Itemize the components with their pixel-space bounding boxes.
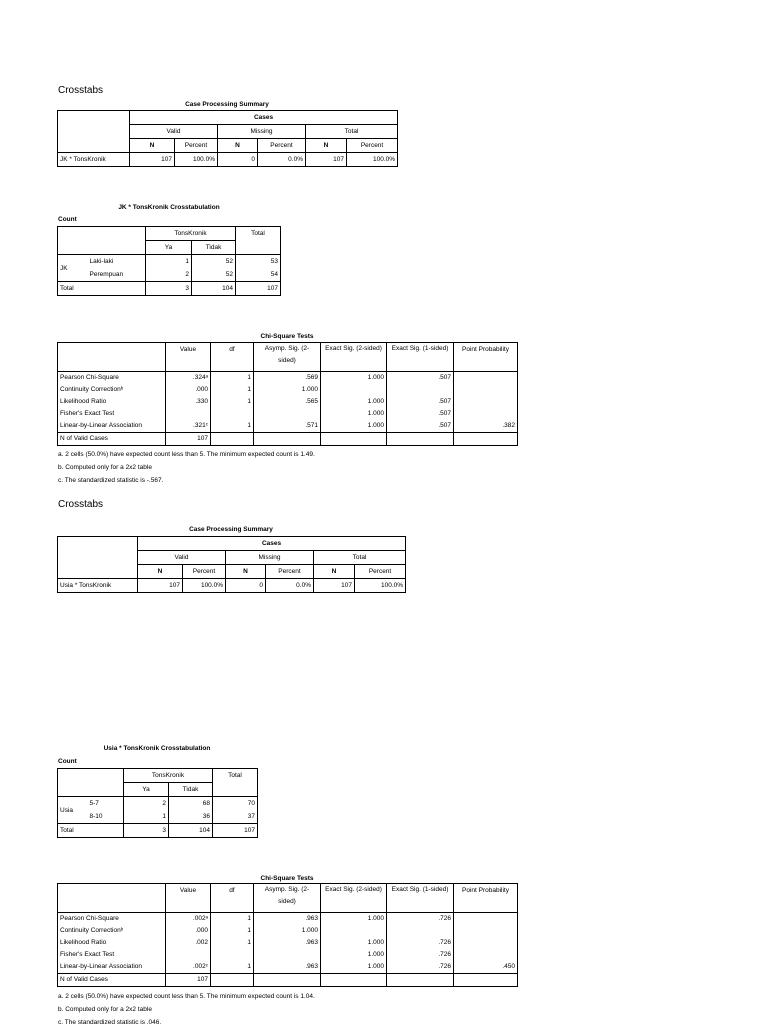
row-label: Perempuan — [88, 268, 146, 282]
table-cell: .507 — [387, 420, 454, 433]
corner-cell — [58, 537, 138, 579]
table-cell: 104 — [192, 282, 236, 296]
col-group-header: TonsKronik — [146, 227, 236, 241]
case-summary-title: Case Processing Summary — [185, 101, 269, 108]
table-cell — [211, 974, 254, 987]
var-label: Usia — [58, 797, 88, 824]
table-cell — [321, 433, 387, 446]
corner-cell — [58, 884, 166, 913]
col-header: Exact Sig. (1-sided) — [387, 343, 454, 372]
var-label: JK — [58, 255, 88, 282]
table-cell — [321, 925, 387, 937]
table-cell: 37 — [213, 810, 258, 824]
table-cell: 1.000 — [321, 961, 387, 974]
table-cell — [387, 433, 454, 446]
table-cell — [211, 408, 254, 420]
table-cell: 100.0% — [175, 153, 218, 167]
table-cell: 1 — [211, 384, 254, 396]
table-cell: 100.0% — [355, 579, 406, 593]
table-cell: 0.0% — [258, 153, 306, 167]
sub-header: N — [130, 139, 175, 153]
sub-header: N — [218, 139, 258, 153]
group-header: Valid — [130, 125, 218, 139]
sub-header: Percent — [258, 139, 306, 153]
sub-header: N — [306, 139, 347, 153]
col-header: df — [211, 884, 254, 913]
case-summary-table — [57, 110, 398, 167]
table-cell: .507 — [387, 396, 454, 408]
footnote-a: a. 2 cells (50.0%) have expected count less than 5. The minimum expected count is 1.04. — [58, 993, 315, 1000]
table-cell — [387, 925, 454, 937]
table-cell — [321, 384, 387, 396]
table-cell: 100.0% — [347, 153, 398, 167]
table-row — [58, 420, 518, 433]
table-cell: 107 — [306, 153, 347, 167]
table-cell — [387, 384, 454, 396]
table-cell: 1.000 — [321, 408, 387, 420]
table-cell: 107 — [130, 153, 175, 167]
group-header: Valid — [138, 551, 226, 565]
table-row — [58, 797, 258, 811]
row-label: Continuity Correctionᵇ — [58, 384, 166, 396]
table-cell: .569 — [254, 372, 321, 385]
row-label: Fisher's Exact Test — [58, 949, 166, 961]
table-row — [58, 153, 398, 167]
table-cell: 2 — [124, 797, 169, 811]
row-label: N of Valid Cases — [58, 974, 166, 987]
table-cell: 1 — [124, 810, 169, 824]
table-cell: 100.0% — [183, 579, 226, 593]
footnote-c: c. The standardized statistic is .046. — [58, 1019, 162, 1026]
row-label: Fisher's Exact Test — [58, 408, 166, 420]
table-cell: 3 — [146, 282, 192, 296]
col-header: Asymp. Sig. (2-sided) — [254, 343, 321, 372]
table-cell: 0 — [226, 579, 266, 593]
table-cell: 36 — [169, 810, 213, 824]
table-cell: .963 — [254, 937, 321, 949]
table-cell: .963 — [254, 961, 321, 974]
table-row — [58, 372, 518, 385]
group-header: Missing — [218, 125, 306, 139]
section-heading: Crosstabs — [58, 499, 104, 510]
table-cell: 1.000 — [321, 420, 387, 433]
chisq-table — [57, 883, 518, 987]
table-cell — [321, 974, 387, 987]
table-cell — [254, 433, 321, 446]
col-header: Exact Sig. (2-sided) — [321, 343, 387, 372]
table-row — [58, 384, 518, 396]
col-header: df — [211, 343, 254, 372]
table-cell: .330 — [166, 396, 211, 408]
sub-header: Percent — [347, 139, 398, 153]
table-row — [58, 913, 518, 926]
footnote-a: a. 2 cells (50.0%) have expected count less than 5. The minimum expected count is 1.49. — [58, 451, 315, 458]
chisq-title: Chi-Square Tests — [260, 875, 314, 882]
col-header: Exact Sig. (2-sided) — [321, 884, 387, 913]
corner-cell — [58, 769, 124, 797]
table-cell — [166, 408, 211, 420]
table-cell: 107 — [314, 579, 355, 593]
table-cell: 1 — [211, 925, 254, 937]
table-cell: 1.000 — [321, 937, 387, 949]
table-cell: .726 — [387, 913, 454, 926]
row-label: Continuity Correctionᵇ — [58, 925, 166, 937]
table-cell — [254, 949, 321, 961]
table-row — [58, 396, 518, 408]
col-header: Tidak — [169, 783, 213, 797]
row-label: 8-10 — [88, 810, 124, 824]
table-cell: 107 — [166, 974, 211, 987]
footnote-b: b. Computed only for a 2x2 table — [58, 1006, 152, 1013]
row-label: Pearson Chi-Square — [58, 913, 166, 926]
table-cell: .507 — [387, 372, 454, 385]
table-row — [58, 937, 518, 949]
row-label: JK * TonsKronik — [58, 153, 130, 167]
row-label: Pearson Chi-Square — [58, 372, 166, 385]
table-cell: 54 — [236, 268, 281, 282]
row-label: Likelihood Ratio — [58, 937, 166, 949]
cases-header: Cases — [130, 111, 398, 125]
table-cell: 1 — [211, 372, 254, 385]
col-header: Value — [166, 343, 211, 372]
table-cell — [454, 937, 518, 949]
col-header: Ya — [124, 783, 169, 797]
table-cell: .382 — [454, 420, 518, 433]
table-cell: 1 — [211, 913, 254, 926]
table-cell — [166, 949, 211, 961]
table-cell: .450 — [454, 961, 518, 974]
crosstab-table — [57, 226, 281, 296]
row-label: N of Valid Cases — [58, 433, 166, 446]
crosstab-title: Usia * TonsKronik Crosstabulation — [103, 745, 211, 752]
row-label: 5-7 — [88, 797, 124, 811]
col-group-header: TonsKronik — [124, 769, 213, 783]
table-cell: 1 — [211, 396, 254, 408]
table-cell: 1.000 — [254, 925, 321, 937]
total-header: Total — [213, 769, 258, 797]
total-header: Total — [236, 227, 281, 255]
table-cell: .002ᵃ — [166, 913, 211, 926]
sub-header: Percent — [175, 139, 218, 153]
table-row — [58, 949, 518, 961]
table-cell — [254, 408, 321, 420]
sub-header: Percent — [266, 565, 314, 579]
crosstab-table — [57, 768, 258, 838]
table-cell — [254, 974, 321, 987]
table-row — [58, 961, 518, 974]
table-cell: .963 — [254, 913, 321, 926]
table-row — [58, 268, 281, 282]
table-cell — [211, 949, 254, 961]
table-cell: 1.000 — [321, 949, 387, 961]
row-label: Linear-by-Linear Association — [58, 961, 166, 974]
table-cell: .507 — [387, 408, 454, 420]
case-summary-table — [57, 536, 406, 593]
total-row — [58, 824, 258, 838]
table-cell: 104 — [169, 824, 213, 838]
cases-header: Cases — [138, 537, 406, 551]
table-cell — [454, 372, 518, 385]
table-cell: .002ᶜ — [166, 961, 211, 974]
chisq-table — [57, 342, 518, 446]
case-summary-title: Case Processing Summary — [189, 526, 273, 533]
table-cell: 107 — [213, 824, 258, 838]
col-header: Asymp. Sig. (2-sided) — [254, 884, 321, 913]
sub-header: N — [314, 565, 355, 579]
table-cell: 1.000 — [321, 372, 387, 385]
table-cell: 52 — [192, 268, 236, 282]
col-header: Ya — [146, 241, 192, 255]
table-row — [58, 974, 518, 987]
row-label: Total — [58, 824, 124, 838]
table-row — [58, 579, 406, 593]
row-label: Linear-by-Linear Association — [58, 420, 166, 433]
row-label: Usia * TonsKronik — [58, 579, 138, 593]
table-cell: 1.000 — [321, 396, 387, 408]
col-header: Tidak — [192, 241, 236, 255]
table-cell: 1.000 — [254, 384, 321, 396]
table-cell: .321ᶜ — [166, 420, 211, 433]
table-cell: 0.0% — [266, 579, 314, 593]
corner-cell — [58, 343, 166, 372]
col-header: Value — [166, 884, 211, 913]
table-cell — [387, 974, 454, 987]
table-cell: .324ᵃ — [166, 372, 211, 385]
section-heading: Crosstabs — [58, 85, 104, 96]
table-cell — [454, 913, 518, 926]
table-cell: .000 — [166, 384, 211, 396]
table-cell: 68 — [169, 797, 213, 811]
table-cell: .726 — [387, 949, 454, 961]
table-cell — [454, 396, 518, 408]
sub-header: N — [226, 565, 266, 579]
table-cell: 1 — [146, 255, 192, 269]
table-cell: .000 — [166, 925, 211, 937]
table-cell: 107 — [236, 282, 281, 296]
count-label: Count — [58, 758, 77, 765]
table-cell: .726 — [387, 961, 454, 974]
table-cell — [454, 974, 518, 987]
table-cell: 70 — [213, 797, 258, 811]
table-cell: .726 — [387, 937, 454, 949]
table-cell: .002 — [166, 937, 211, 949]
row-label: Likelihood Ratio — [58, 396, 166, 408]
crosstab-title: JK * TonsKronik Crosstabulation — [118, 204, 220, 211]
row-label: Laki-laki — [88, 255, 146, 269]
total-row — [58, 282, 281, 296]
corner-cell — [58, 227, 146, 255]
table-row — [58, 408, 518, 420]
table-cell: 0 — [218, 153, 258, 167]
col-header: Point Probability — [454, 884, 518, 913]
corner-cell — [58, 111, 130, 153]
table-cell: 107 — [138, 579, 183, 593]
table-cell — [454, 949, 518, 961]
col-header: Point Probability — [454, 343, 518, 372]
table-cell: 1 — [211, 937, 254, 949]
footnote-c: c. The standardized statistic is -.567. — [58, 477, 164, 484]
table-cell: 2 — [146, 268, 192, 282]
table-cell — [454, 925, 518, 937]
table-cell — [454, 384, 518, 396]
chisq-title: Chi-Square Tests — [260, 333, 314, 340]
table-row — [58, 255, 281, 269]
table-row — [58, 925, 518, 937]
table-cell: 53 — [236, 255, 281, 269]
table-cell: .565 — [254, 396, 321, 408]
sub-header: Percent — [183, 565, 226, 579]
table-cell: .571 — [254, 420, 321, 433]
table-cell: 1 — [211, 420, 254, 433]
group-header: Missing — [226, 551, 314, 565]
table-cell: 1 — [211, 961, 254, 974]
sub-header: Percent — [355, 565, 406, 579]
table-cell — [454, 408, 518, 420]
table-row — [58, 810, 258, 824]
group-header: Total — [306, 125, 398, 139]
table-cell: 52 — [192, 255, 236, 269]
table-cell: 107 — [166, 433, 211, 446]
group-header: Total — [314, 551, 406, 565]
table-cell — [211, 433, 254, 446]
count-label: Count — [58, 216, 77, 223]
table-row — [58, 433, 518, 446]
table-cell: 1.000 — [321, 913, 387, 926]
row-label: Total — [58, 282, 146, 296]
sub-header: N — [138, 565, 183, 579]
col-header: Exact Sig. (1-sided) — [387, 884, 454, 913]
table-cell: 3 — [124, 824, 169, 838]
footnote-b: b. Computed only for a 2x2 table — [58, 464, 152, 471]
table-cell — [454, 433, 518, 446]
